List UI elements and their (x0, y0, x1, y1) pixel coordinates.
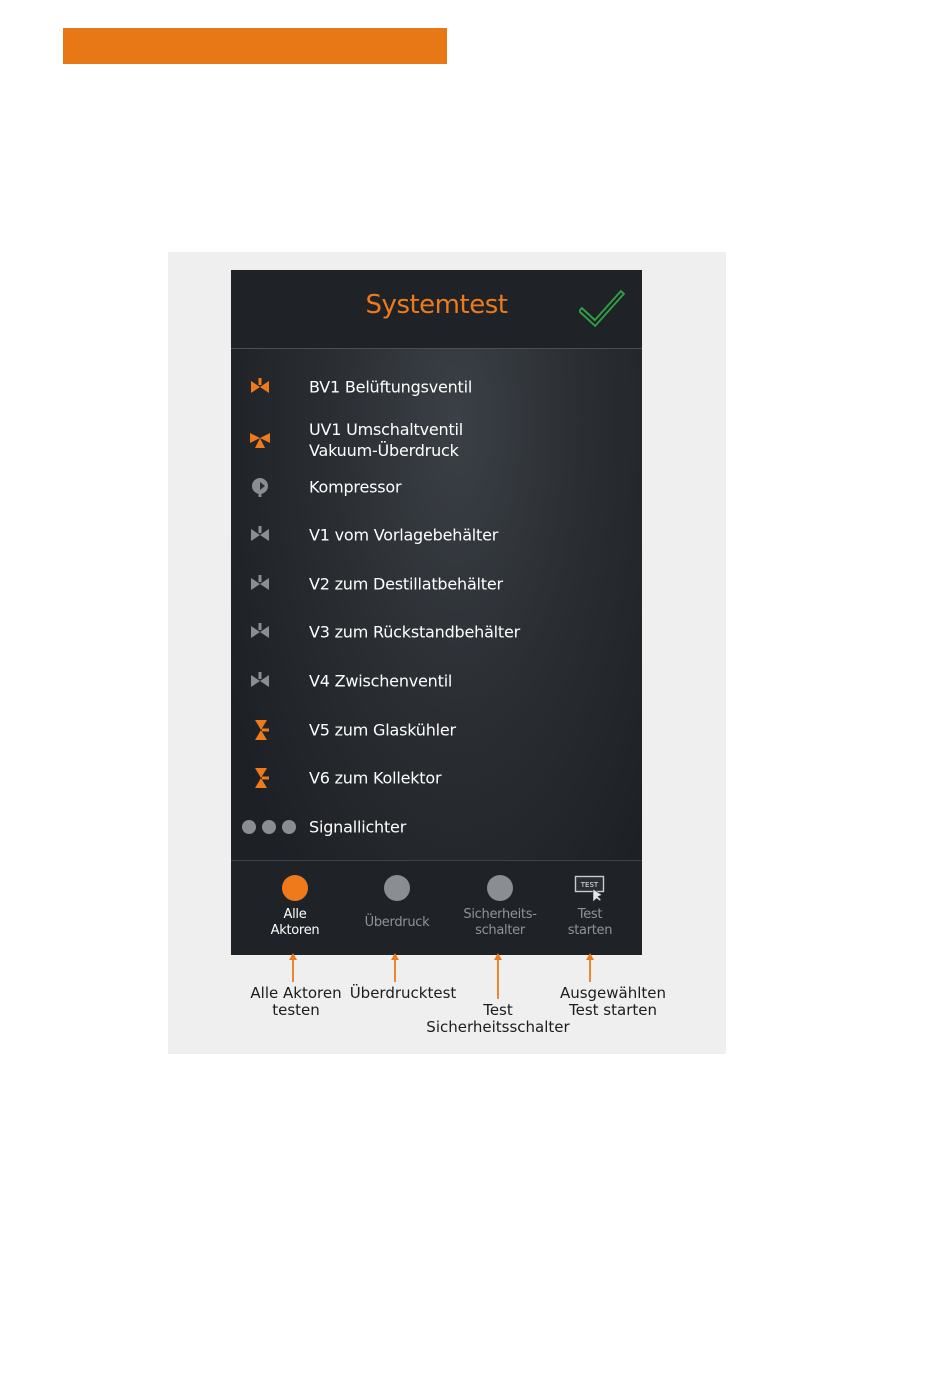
actor-label: V4 Zwischenventil (309, 671, 453, 691)
test-start-icon (574, 875, 606, 903)
orange-header-bar (63, 28, 447, 64)
actor-label: Kompressor (309, 477, 402, 497)
valve-icon (241, 522, 303, 548)
actor-item-v3[interactable] (231, 608, 642, 656)
actor-item-v1[interactable] (231, 511, 642, 559)
valve-icon (241, 619, 303, 645)
actor-item-signal-lights[interactable] (231, 803, 642, 851)
actor-label: BV1 Belüftungsventil (309, 377, 473, 397)
actor-label: V1 vom Vorlagebehälter (309, 525, 499, 545)
actor-label: V2 zum Destillatbehälter (309, 574, 503, 594)
switch-valve-icon (241, 427, 303, 453)
annotation-safety-switch: Test Sicherheitsschalter (426, 1001, 570, 1036)
orange-circle-icon (282, 875, 308, 901)
actor-label: UV1 Umschaltventil Vakuum-Überdruck (309, 420, 464, 460)
start-test-label: Test starten (567, 907, 613, 938)
actor-item-compressor[interactable] (231, 463, 642, 511)
vertical-valve-icon (241, 765, 303, 791)
valve-icon (241, 571, 303, 597)
systemtest-screen (231, 270, 642, 955)
actor-label: Signallichter (309, 817, 407, 837)
test-icon-text: TEST (580, 881, 599, 889)
gray-circle-icon (384, 875, 410, 901)
page-title: Systemtest (365, 290, 508, 320)
check-icon[interactable] (579, 290, 625, 328)
annotation-all-actors: Alle Aktoren testen (250, 984, 342, 1019)
safety-switch-button[interactable] (450, 861, 550, 955)
all-actors-button[interactable] (245, 861, 345, 955)
actor-item-v4[interactable] (231, 657, 642, 705)
actor-item-v2[interactable] (231, 560, 642, 608)
actor-item-v6[interactable] (231, 754, 642, 802)
actor-item-v5[interactable] (231, 706, 642, 754)
actor-label: V3 zum Rückstandbehälter (309, 622, 521, 642)
all-actors-label: Alle Aktoren (270, 907, 320, 938)
start-test-button[interactable] (540, 861, 640, 955)
valve-icon (241, 374, 303, 400)
screen-footer (231, 860, 642, 955)
screen-header (231, 270, 642, 349)
vertical-valve-icon (241, 717, 303, 743)
compressor-icon (241, 474, 303, 500)
overpressure-button[interactable] (347, 861, 447, 955)
actor-item-bv1[interactable] (231, 363, 642, 411)
safety-switch-label: Sicherheits- schalter (463, 907, 537, 938)
annotation-overpressure: Überdrucktest (349, 984, 457, 1002)
actor-label: V5 zum Glaskühler (309, 720, 456, 740)
overpressure-label: Überdruck (364, 915, 430, 930)
actor-label: V6 zum Kollektor (309, 768, 442, 788)
gray-circle-icon (487, 875, 513, 901)
annotation-start-test: Ausgewählten Test starten (559, 984, 667, 1019)
signal-lights-icon (239, 814, 301, 840)
valve-icon (241, 668, 303, 694)
actor-item-uv1[interactable] (231, 414, 642, 466)
